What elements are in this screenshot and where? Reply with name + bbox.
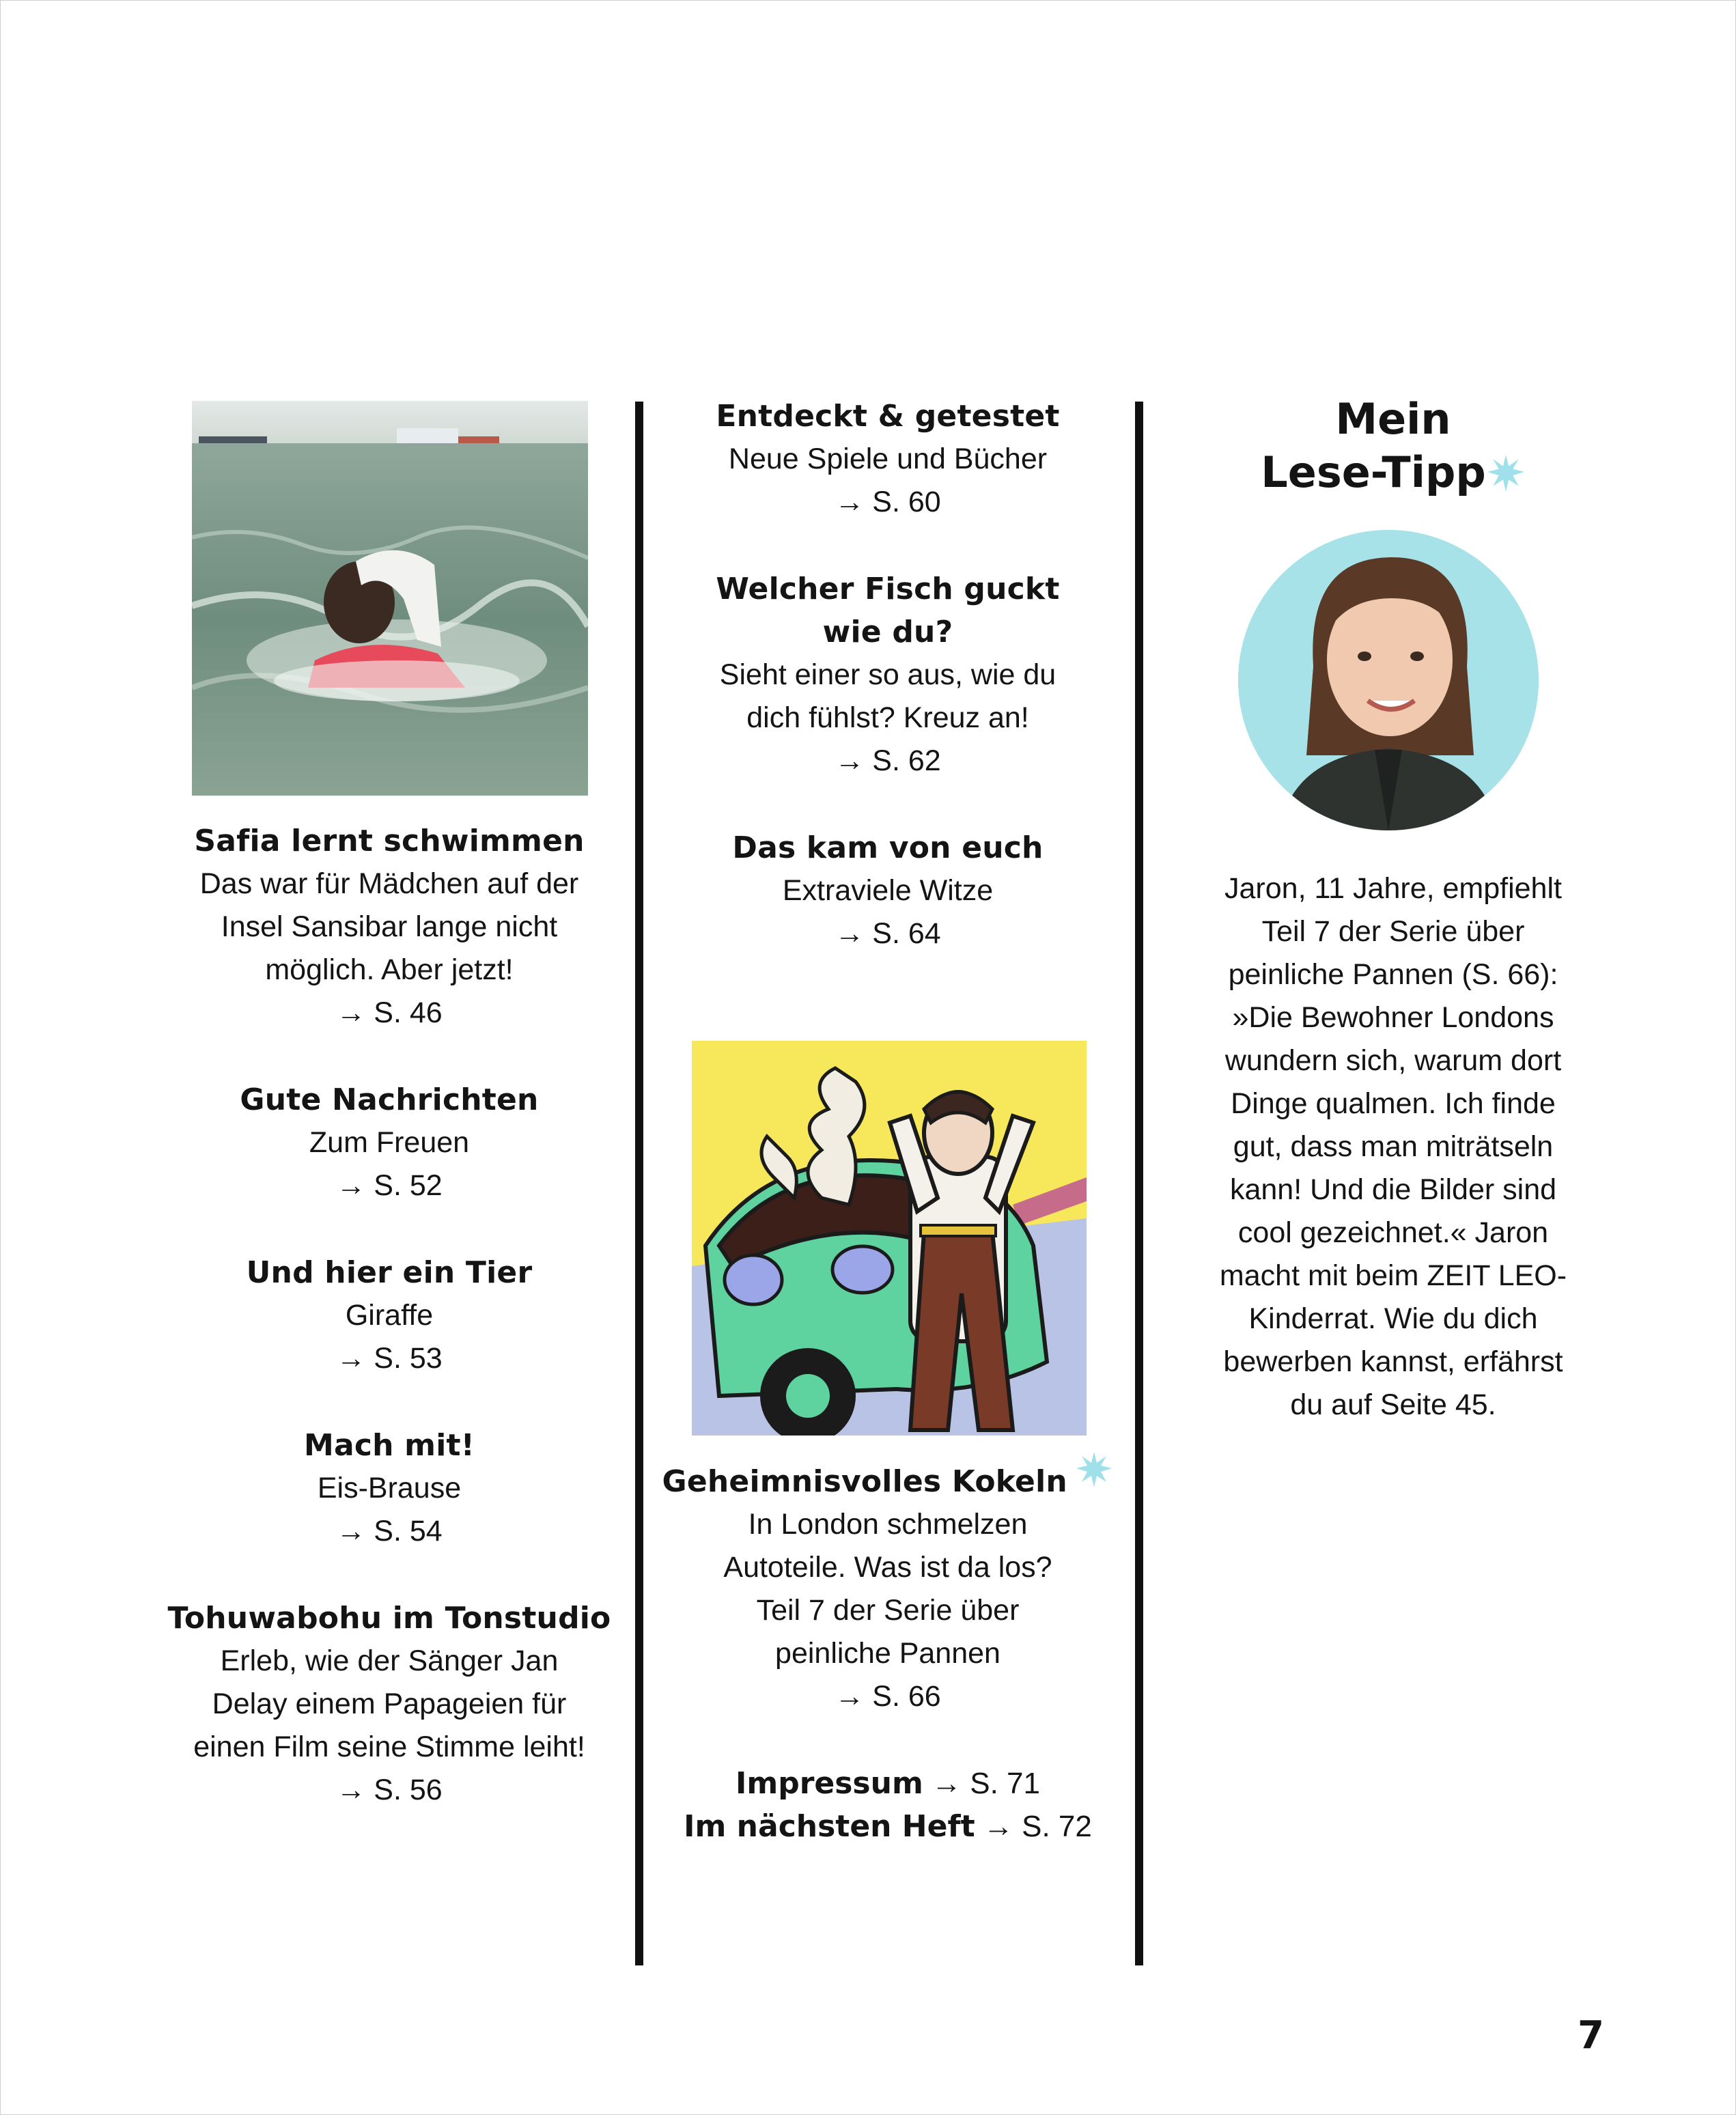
tip-line: Teil 7 der Serie über (1261, 915, 1525, 948)
toc-entry-text: Neue Spiele und Bücher (728, 443, 1048, 475)
toc-entry-text: Eis-Brause (317, 1472, 462, 1504)
next-issue-link[interactable] (656, 1805, 1120, 1848)
toc-entry-text: Delay einem Papageien für (212, 1687, 567, 1720)
toc-column-middle-lower (656, 1460, 1120, 1848)
toc-entry-text: Giraffe (345, 1299, 434, 1332)
footer-label: Im nächsten Heft (684, 1809, 975, 1844)
heading-line: Mein (1335, 394, 1451, 444)
toc-entry-title: Das kam von euch (732, 830, 1044, 865)
impressum-link[interactable] (656, 1762, 1120, 1805)
smoking-car-illustration (692, 1041, 1087, 1435)
star-burst-icon (1486, 453, 1526, 493)
toc-entry-text: peinliche Pannen (775, 1637, 1000, 1670)
toc-entry[interactable] (157, 1078, 621, 1207)
toc-entry[interactable] (157, 820, 621, 1035)
reading-tip-text (1175, 867, 1612, 1427)
toc-entry-text: Erleb, wie der Sänger Jan (220, 1644, 559, 1677)
column-divider-right (1135, 402, 1143, 1965)
toc-entry-page: → S. 66 (835, 1680, 941, 1713)
toc-entry-title: Geheimnisvolles Kokeln (662, 1464, 1067, 1499)
toc-entry-text: möglich. Aber jetzt! (265, 953, 514, 986)
toc-entry-text: Extraviele Witze (782, 874, 994, 907)
toc-entry-page: → S. 64 (835, 917, 941, 950)
footer-label: Impressum (735, 1766, 923, 1801)
toc-entry-text: Zum Freuen (309, 1126, 470, 1159)
tip-line: cool gezeichnet.« Jaron (1237, 1216, 1549, 1249)
toc-entry-text: einen Film seine Stimme leiht! (193, 1731, 585, 1763)
reader-portrait (1238, 530, 1539, 830)
toc-entry[interactable] (656, 395, 1120, 524)
toc-entry-title: Gute Nachrichten (240, 1082, 539, 1117)
tip-line: macht mit beim ZEIT LEO- (1219, 1259, 1567, 1292)
footer-page: → S. 71 (932, 1767, 1040, 1800)
toc-entry-title-row (656, 1460, 1120, 1503)
toc-entry[interactable] (157, 1597, 621, 1812)
tip-line: »Die Bewohner Londons (1232, 1001, 1554, 1034)
toc-entry-title: Entdeckt & getestet (716, 399, 1060, 434)
tip-line: wundern sich, warum dort (1224, 1044, 1562, 1077)
reading-tip-heading (1216, 393, 1571, 499)
tip-line: kann! Und die Bilder sind (1229, 1173, 1557, 1206)
swimming-girl-photo (192, 401, 588, 796)
footer-page: → S. 72 (983, 1810, 1092, 1843)
toc-column-left (157, 820, 621, 1855)
toc-entry-text: Autoteile. Was ist da los? (723, 1551, 1052, 1584)
tip-line: Dinge qualmen. Ich finde (1231, 1087, 1556, 1120)
toc-entry[interactable] (656, 568, 1120, 783)
toc-entry-text: Insel Sansibar lange nicht (221, 910, 558, 943)
heading-line-row (1216, 446, 1571, 499)
toc-entry-page: → S. 46 (336, 996, 443, 1029)
toc-entry-text: Das war für Mädchen auf der (199, 867, 579, 900)
toc-entry-title: Tohuwabohu im Tonstudio (167, 1601, 611, 1636)
toc-entry-page: → S. 56 (336, 1774, 443, 1806)
toc-entry[interactable] (157, 1251, 621, 1380)
tip-line: Kinderrat. Wie du dich (1248, 1302, 1538, 1335)
heading-line: Lese-Tipp (1261, 447, 1486, 497)
toc-entry-page: → S. 53 (336, 1342, 443, 1375)
column-divider-left (635, 402, 643, 1965)
toc-entry-title: Mach mit! (303, 1428, 475, 1463)
toc-entry-text: Sieht einer so aus, wie du (719, 658, 1056, 691)
toc-entry-title: wie du? (822, 615, 953, 649)
tip-line: bewerben kannst, erfährst (1223, 1345, 1563, 1378)
toc-entry-title: Safia lernt schwimmen (194, 824, 585, 858)
tip-line: du auf Seite 45. (1290, 1388, 1496, 1421)
page-number: 7 (1578, 2013, 1604, 2058)
toc-entry-title: Und hier ein Tier (246, 1255, 533, 1290)
toc-entry-page: → S. 54 (336, 1515, 443, 1547)
star-burst-icon (1075, 1451, 1113, 1489)
tip-line: Jaron, 11 Jahre, empfiehlt (1224, 872, 1562, 905)
toc-entry-text: In London schmelzen (748, 1508, 1028, 1541)
toc-entry[interactable] (656, 1460, 1120, 1718)
toc-entry[interactable] (157, 1424, 621, 1553)
toc-column-middle (656, 395, 1120, 999)
tip-line: peinliche Pannen (S. 66): (1228, 958, 1558, 991)
toc-entry-text: dich fühlst? Kreuz an! (746, 701, 1029, 734)
toc-entry-page: → S. 52 (336, 1169, 443, 1202)
toc-entry-title: Welcher Fisch guckt (716, 572, 1060, 606)
toc-entry[interactable] (656, 826, 1120, 955)
toc-entry-page: → S. 60 (835, 486, 941, 518)
toc-entry-page: → S. 62 (835, 744, 941, 777)
toc-entry-text: Teil 7 der Serie über (756, 1594, 1020, 1627)
tip-line: gut, dass man miträtseln (1233, 1130, 1554, 1163)
